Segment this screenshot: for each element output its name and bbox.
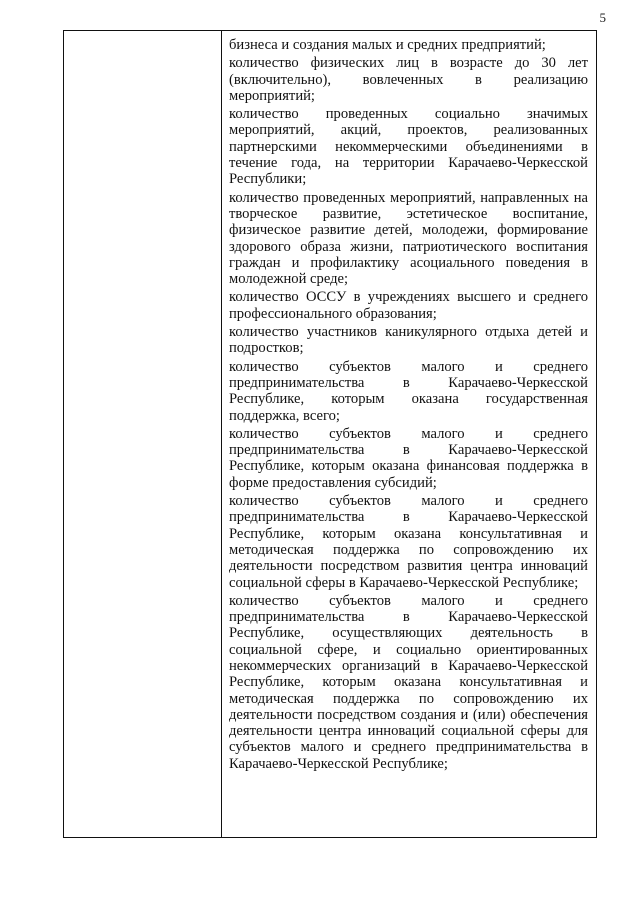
column-divider (221, 31, 222, 837)
indicator-table (63, 30, 597, 838)
indicator-item: количество участников каникулярного отдыха детей и подростков; (229, 324, 588, 357)
indicator-item: количество субъектов малого и среднего предпринимательства в Карачаево-Черкесской Республике, осуществляющих деятельность в социальной сфере, и социально ориентированных некоммерческих организаций в Карачаево-Черкесской Республике, которым оказана консультативная и методическая поддержка по сопровождению их деятельности посредством создания и (или) обеспечения деятельности центра инноваций социальной сферы для субъектов малого и среднего предпринимательства в Карачаево-Черкесской Республике; (229, 592, 588, 772)
indicator-item: количество проведенных мероприятий, направленных на творческое развитие, эстетическое воспитание, физическое развитие детей, молодежи, формирование здорового образа жизни, патриотического воспитания граждан и профилактику асоциального поведения в молодежной среде; (229, 189, 588, 288)
indicator-list-cell (229, 37, 588, 774)
indicator-item: количество физических лиц в возрасте до 30 лет (включительно), вовлеченных в реализацию мероприятий; (229, 55, 588, 104)
indicator-item: количество проведенных социально значимых мероприятий, акций, проектов, реализованных партнерскими некоммерческими объединениями в течение года, на территории Карачаево-Черкесской Республики; (229, 106, 588, 188)
indicator-item: количество субъектов малого и среднего предпринимательства в Карачаево-Черкесской Республике, которым оказана консультативная и методическая поддержка по сопровождению их деятельности посредством развития центра инноваций социальной сферы в Карачаево-Черкесской Республике; (229, 493, 588, 591)
indicator-item: количество субъектов малого и среднего предпринимательства в Карачаево-Черкесской Республике, которым оказана государственная поддержка, всего; (229, 358, 588, 424)
indicator-item: количество ОССУ в учреждениях высшего и среднего профессионального образования; (229, 289, 588, 322)
indicator-item: бизнеса и создания малых и средних предприятий; (229, 37, 546, 53)
indicator-item: количество субъектов малого и среднего предпринимательства в Карачаево-Черкесской Республике, которым оказана финансовая поддержка в форме предоставления субсидий; (229, 425, 588, 491)
page-number: 5 (599, 10, 606, 25)
